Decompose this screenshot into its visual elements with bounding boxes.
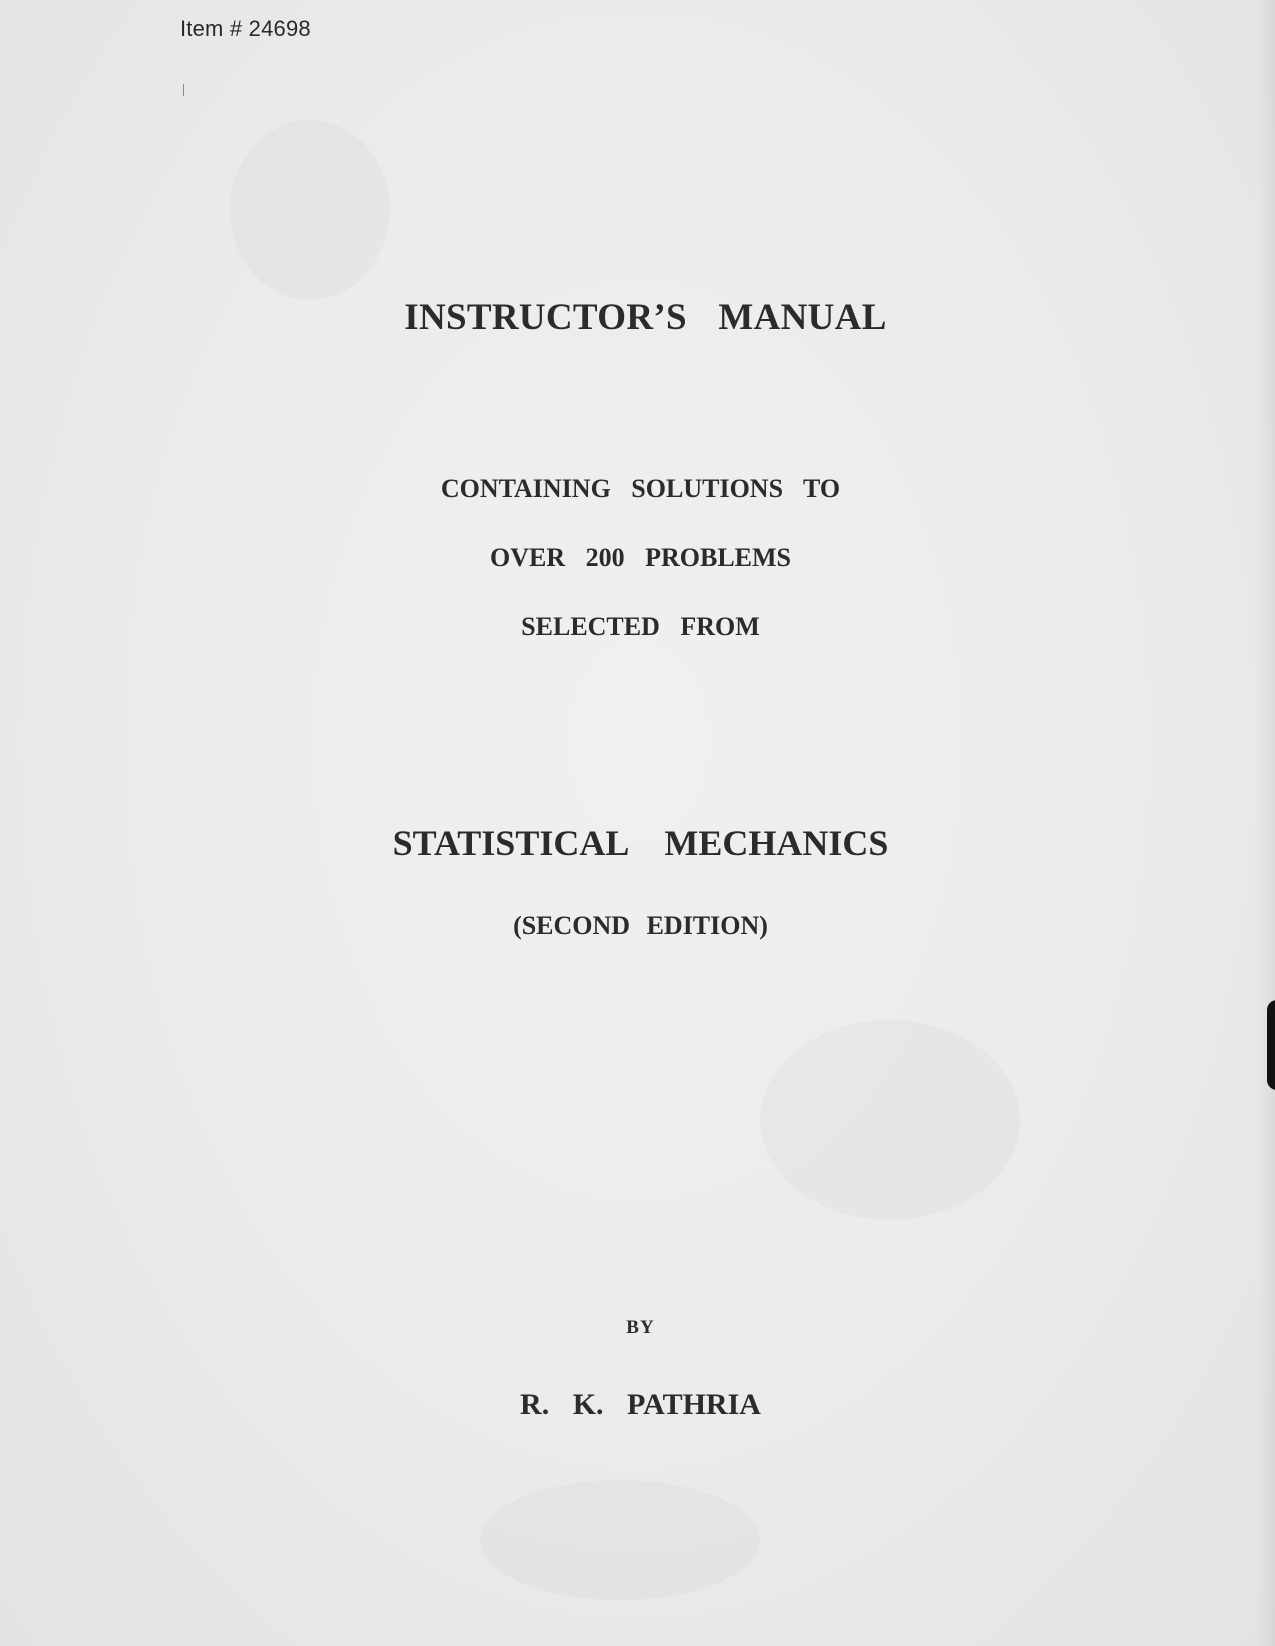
edition-label: (SECOND EDITION) [513, 911, 768, 940]
paper-smudge [230, 120, 390, 300]
pencil-tick-mark [183, 84, 184, 96]
subtitle-line-1: CONTAINING SOLUTIONS TO [440, 474, 841, 503]
subtitle-line-3: SELECTED FROM [521, 612, 760, 641]
paper-smudge [480, 1480, 760, 1600]
manual-title: INSTRUCTOR’S MANUAL [404, 297, 887, 338]
paper-smudge [760, 1020, 1020, 1220]
by-label: BY [626, 1317, 655, 1338]
scanner-edge-mark [1267, 1000, 1275, 1090]
item-number-label: Item # 24698 [180, 16, 311, 41]
subtitle-line-2: OVER 200 PROBLEMS [489, 543, 792, 572]
author-name: R. K. PATHRIA [520, 1388, 761, 1421]
book-title: STATISTICAL MECHANICS [392, 823, 889, 863]
